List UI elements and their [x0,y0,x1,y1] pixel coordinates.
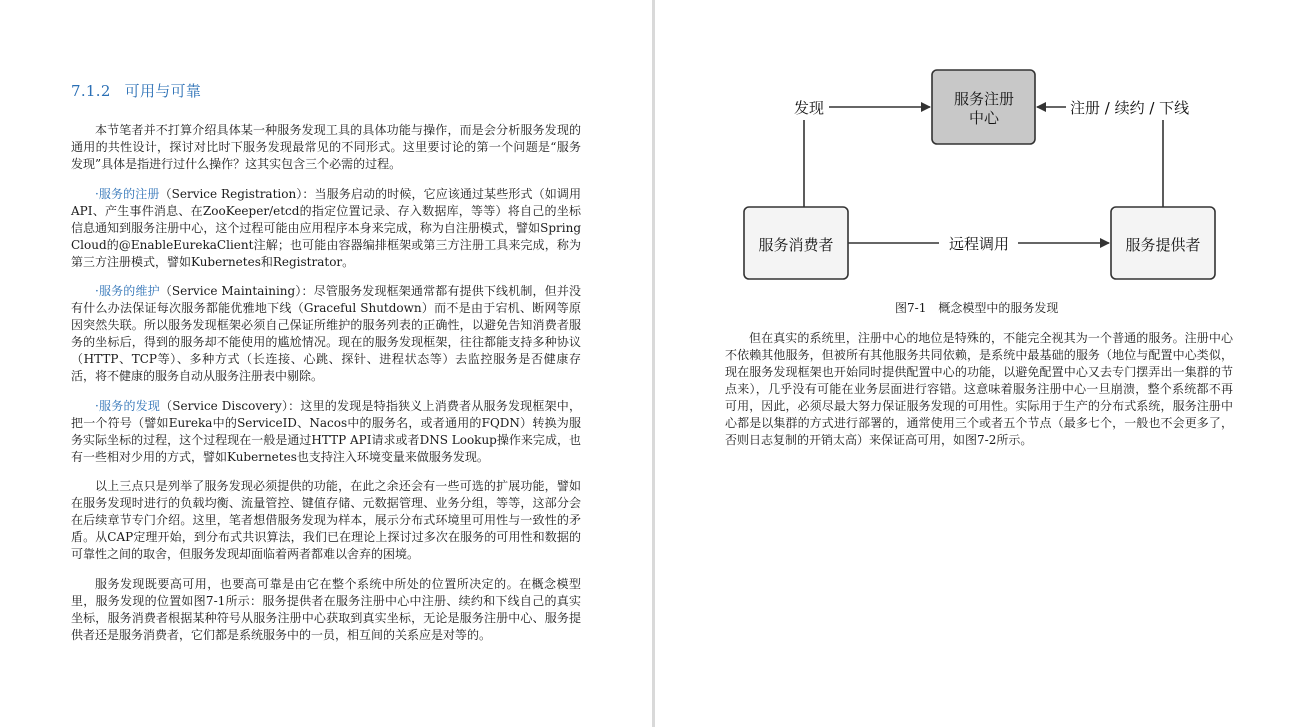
section-heading [71,80,201,101]
consumer-label: 服务消费者 [758,236,834,254]
term-registration: ·服务的注册 [95,187,160,201]
item-registration [71,186,581,271]
item-discovery [71,398,581,466]
rpc-label: 远程调用 [948,235,1010,253]
intro-paragraph: 本节笔者并不打算介绍具体某一种服务发现工具的具体功能与操作，而是会分析服务发现的通用的共性设计，探讨对比时下服务发现最常见的不同形式。这里要讨论的第一个问题是“服务发现”具体是指进行过什么操作？这其实包含三个必需的过程。 [71,123,581,171]
section-number: 7.1.2 [71,82,111,100]
text-maintaining: （Service Maintaining）：尽管服务发现框架通常都有提供下线机制，但并没有什么办法保证每次服务都能优雅地下线（Graceful Shutdown）而不是由于宕机、断网等原因突然失联。所以服务发现框架必须自己保证所维护的服务列表的正确性，以避免告知消费者服务的坐标后，得到的服务却不能使用的尴尬情况。现在的服务发现框架，往往都能支持多种协议（HTTP、TCP等）、多种方式（长连接、心跳、探针、进程状态等）去监控服务是否健康存活，将不健康的服务自动从服务注册表中剔除。 [71,284,581,383]
paragraph-position: 服务发现既要高可用，也要高可靠是由它在整个系统中所处的位置所决定的。在概念模型里，服务发现的位置如图7-1所示：服务提供者在服务注册中心中注册、续约和下线自己的真实坐标，服务消费者根据某种符号从服务注册中心获取到真实坐标，无论是服务注册中心、服务提供者还是服务消费者，它们都是系统服务中的一员，相互间的关系应是对等的。 [71,577,581,642]
paragraph-extensions: 以上三点只是列举了服务发现必须提供的功能，在此之余还会有一些可选的扩展功能，譬如在服务发现时进行的负载均衡、流量管控、键值存储、元数据管理、业务分组，等等，这部分会在后续章节专门介绍。这里，笔者想借服务发现为样本，展示分布式环境里可用性与一致性的矛盾。从CAP定理开始，到分布式共识算法，我们已在理论上探讨过多次在服务的可用性和数据的可靠性之间的取舍，但服务发现却面临着两者都难以舍弃的困境。 [71,479,581,561]
term-maintaining: ·服务的维护 [95,284,160,298]
section-title: 可用与可靠 [124,82,202,100]
text-registration: （Service Registration）：当服务启动的时候，它应该通过某些形式（如调用API、产生事件消息、在ZooKeeper/etcd的指定位置记录、存入数据库，等等）将自己的坐标信息通知到服务注册中心，这个过程可能由应用程序本身来完成，称为自注册模式，譬如Spring Cloud的@EnableEurekaClient注解；也可能由容器编排框架或第三方注册工具来完成，称为第三方注册模式，譬如Kubernetes和Registrator。 [71,187,581,269]
text-discovery: （Service Discovery）：这里的发现是特指狭义上消费者从服务发现框架中，把一个符号（譬如Eureka中的ServiceID、Nacos中的服务名，或者通用的FQDN）转换为服务实际坐标的过程，这个过程现在一般是通过HTTP API请求或者DNS Lookup操作来完成，也有一些相对少用的方式，譬如Kubernetes也支持注入环境变量来做服务发现。 [71,399,581,464]
service-discovery-diagram [726,62,1246,292]
provider-label: 服务提供者 [1125,236,1201,254]
item-maintaining [71,283,581,385]
right-paragraph: 但在真实的系统里，注册中心的地位是特殊的，不能完全视其为一个普通的服务。注册中心不依赖其他服务，但被所有其他服务共同依赖，是系统中最基础的服务（地位与配置中心类似，现在服务发现框架也开始同时提供配置中心的功能，以避免配置中心又去专门摆弄出一集群的节点来），几乎没有可能在业务层面进行容错。这意味着服务注册中心一旦崩溃，整个系统都不再可用，因此，必须尽最大努力保证服务发现的可用性。实际用于生产的分布式系统，服务注册中心都是以集群的方式进行部署的，通常使用三个或者五个节点（最多七个，一般也不会更多了，否则日志复制的开销太高）来保证高可用，如图7-2所示。 [725,331,1233,447]
registry-label-line2: 中心 [968,109,1000,127]
term-discovery: ·服务的发现 [95,399,161,413]
register-label: 注册 / 续约 / 下线 [1070,99,1190,117]
registry-label-line1: 服务注册 [953,90,1015,108]
figure-caption: 图7-1 概念模型中的服务发现 [895,301,1059,315]
discover-label: 发现 [794,99,825,117]
